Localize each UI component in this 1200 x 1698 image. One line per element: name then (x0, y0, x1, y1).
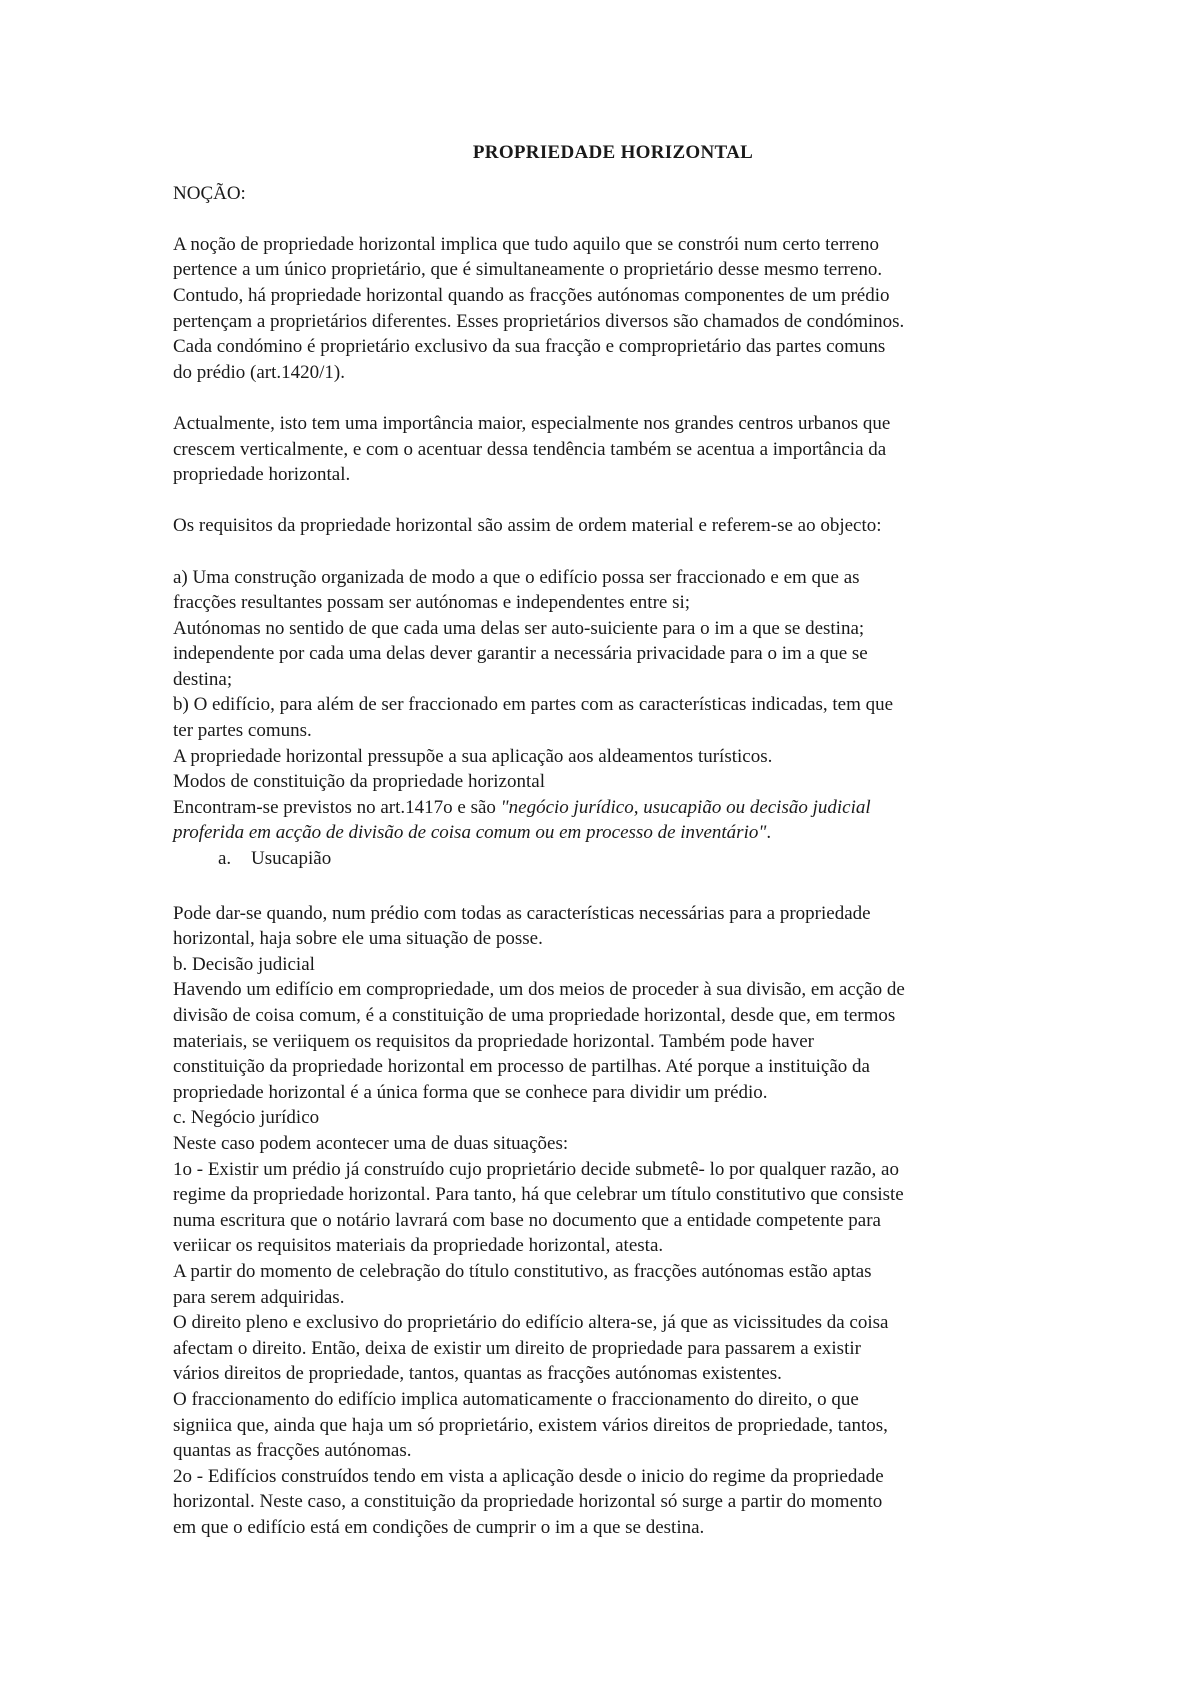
text-line: Cada condómino é proprietário exclusivo da sua fracção e comproprietário das partes comuns (173, 336, 886, 358)
text-line: vários direitos de propriedade, tantos, quantas as fracções autónomas existentes. (173, 1363, 782, 1385)
text-line: A propriedade horizontal pressupõe a sua aplicação aos aldeamentos turísticos. (173, 745, 773, 767)
text-line: pertence a um único proprietário, que é simultaneamente o proprietário desse mesmo terreno. (173, 259, 883, 281)
text-line: b. Decisão judicial (173, 953, 315, 975)
document-title: PROPRIEDADE HORIZONTAL (472, 142, 754, 163)
text-line: veriicar os requisitos materiais da propriedade horizontal, atesta. (173, 1235, 664, 1257)
paragraph-importance (173, 411, 1053, 488)
text-line: A partir do momento de celebração do título constitutivo, as fracções autónomas estão aptas (173, 1260, 872, 1282)
text-line: quantas as fracções autónomas. (173, 1440, 412, 1462)
paragraph-definition (173, 232, 1053, 386)
text-line: O fraccionamento do edifício implica automaticamente o fraccionamento do direito, o que (173, 1388, 859, 1410)
text-line: numa escritura que o notário lavrará com base no documento que a entidade competente para (173, 1209, 881, 1231)
text-line: afectam o direito. Então, deixa de existir um direito de propriedade para passarem a existir (173, 1337, 861, 1359)
modes-quote: "negócio jurídico, usucapião ou decisão judicial (500, 796, 871, 818)
text-line: horizontal, haja sobre ele uma situação de posse. (173, 928, 543, 950)
text-line: do prédio (art.1420/1). (173, 361, 346, 383)
modes-quote: proferida em acção de divisão de coisa comum ou em processo de inventário" (173, 822, 767, 844)
text-line: horizontal. Neste caso, a constituição da propriedade horizontal só surge a partir do momento (173, 1491, 883, 1513)
text-line: Pode dar-se quando, num prédio com todas as características necessárias para a propriedade (173, 902, 871, 924)
text-line: Contudo, há propriedade horizontal quando as fracções autónomas componentes de um prédio (173, 284, 890, 306)
text-line: Modos de constituição da propriedade horizontal (173, 771, 545, 793)
text-line: A noção de propriedade horizontal implica que tudo aquilo que se constrói num certo terreno (173, 233, 879, 255)
text-line: Havendo um edifício em compropriedade, um dos meios de proceder à sua divisão, em acção de (173, 979, 905, 1001)
modes-period: . (766, 822, 772, 844)
text-line: Actualmente, isto tem uma importância maior, especialmente nos grandes centros urbanos que (173, 412, 891, 434)
text-line: Neste caso podem acontecer uma de duas situações: (173, 1132, 569, 1154)
list-label: Usucapião (251, 848, 332, 870)
text-line: fracções resultantes possam ser autónomas e independentes entre si; (173, 592, 691, 614)
text-line: 2o - Edifícios construídos tendo em vista a aplicação desde o inicio do regime da propriedade (173, 1465, 884, 1487)
text-line: Os requisitos da propriedade horizontal são assim de ordem material e referem-se ao objecto: (173, 515, 882, 537)
text-line: 1o - Existir um prédio já construído cujo proprietário decide submetê- lo por qualquer razão, ao (173, 1158, 899, 1180)
text-line: materiais, se veriiquem os requisitos da propriedade horizontal. Também pode haver (173, 1030, 814, 1052)
text-line: independente por cada uma delas dever garantir a necessária privacidade para o im a que se (173, 643, 868, 665)
text-line: em que o edifício está em condições de cumprir o im a que se destina. (173, 1516, 705, 1538)
modes-line (173, 795, 1053, 821)
text-line: destina; (173, 668, 233, 690)
text-line: c. Negócio jurídico (173, 1107, 320, 1129)
paragraph-modes-detail (173, 901, 1053, 1541)
text-line: crescem verticalmente, e com o acentuar dessa tendência também se acentua a importância da (173, 438, 887, 460)
text-line: O direito pleno e exclusivo do proprietário do edifício altera-se, já que as vicissitudes da coisa (173, 1312, 889, 1334)
text-line: para serem adquiridas. (173, 1286, 345, 1308)
list-marker: a. (218, 848, 232, 870)
text-line: constituição da propriedade horizontal em processo de partilhas. Até porque a instituição da (173, 1056, 870, 1078)
paragraph-conditions (173, 565, 1053, 872)
list-item-usucapiao (173, 846, 1053, 872)
text-line: signiica que, ainda que haja um só proprietário, existem vários direitos de propriedade, tantos, (173, 1414, 888, 1436)
text-line: b) O edifício, para além de ser fraccionado em partes com as características indicadas, tem que (173, 694, 894, 716)
text-line: Autónomas no sentido de que cada uma delas ser auto-suiciente para o im a que se destina; (173, 617, 865, 639)
text-line: pertençam a proprietários diferentes. Esses proprietários diversos são chamados de condóminos. (173, 310, 905, 332)
text-line: propriedade horizontal. (173, 464, 351, 486)
modes-line (173, 820, 1053, 846)
section-heading: NOÇÃO: (173, 182, 246, 204)
document-page (173, 140, 1053, 1540)
text-line: regime da propriedade horizontal. Para tanto, há que celebrar um título constitutivo que consiste (173, 1184, 904, 1206)
paragraph-requirements (173, 513, 1053, 539)
text-line: divisão de coisa comum, é a constituição de uma propriedade horizontal, desde que, em termos (173, 1005, 896, 1026)
text-line: ter partes comuns. (173, 720, 312, 742)
modes-text: Encontram-se previstos no art.1417o e são (173, 796, 501, 818)
text-line: a) Uma construção organizada de modo a que o edifício possa ser fraccionado e em que as (173, 566, 860, 588)
text-line: propriedade horizontal é a única forma que se conhece para dividir um prédio. (173, 1081, 768, 1103)
